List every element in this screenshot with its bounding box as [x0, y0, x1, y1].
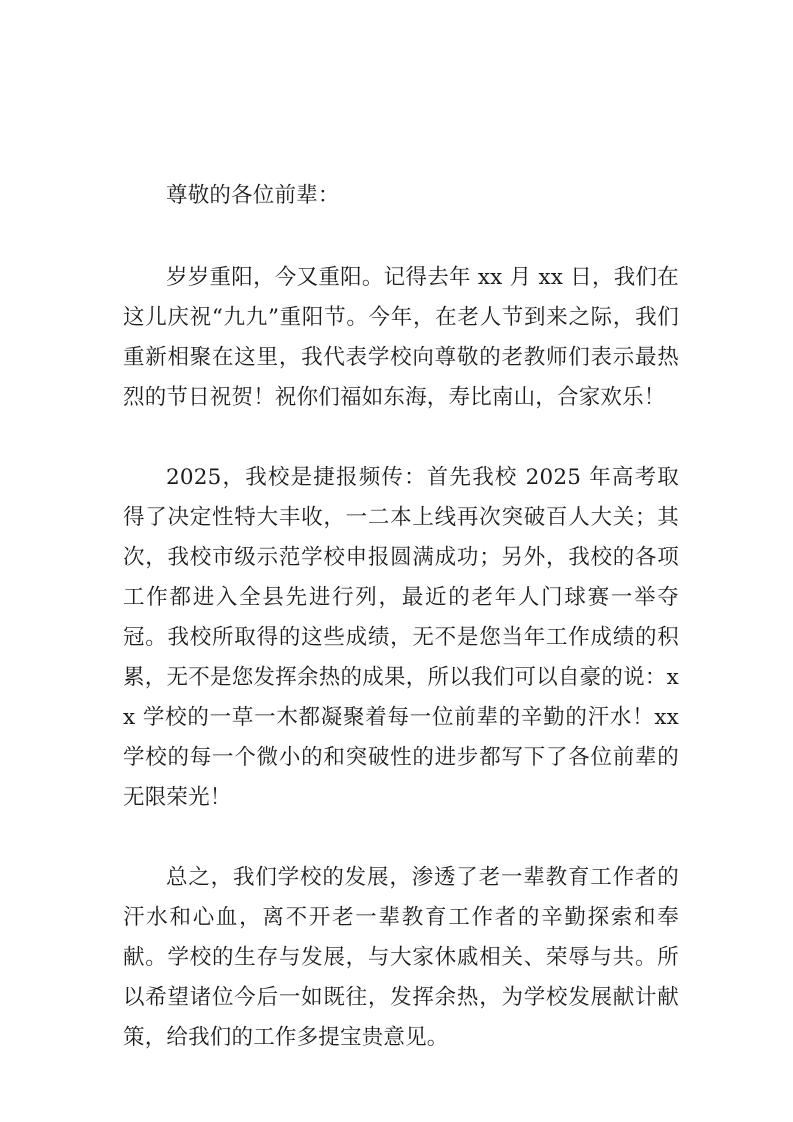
paragraph-conclusion: 总之，我们学校的发展，渗透了老一辈教育工作者的汗水和心血，离不开老一辈教育工作者的辛勤探索和奉献。学校的生存与发展，与大家休戚相关、荣辱与共。所以希望诸位今后一如既往，发挥余热，为学校发展献计献策，给我们的工作多提宝贵意见。: [123, 865, 679, 1050]
paragraph-achievements: 2025，我校是捷报频传：首先我校 2025 年高考取得了决定性特大丰收，一二本上线再次突破百人大关；其次，我校市级示范学校申报圆满成功；另外，我校的各项工作都进入全县先进行列，最近的老年人门球赛一举夺冠。我校所取得的这些成绩，无不是您当年工作成绩的积累，无不是您发挥余热的成果，所以我们可以自豪的说：xx 学校的一草一木都凝聚着每一位前辈的辛勤的汗水！xx 学校的每一个微小的和突破性的进步都写下了各位前辈的无限荣光！: [123, 465, 679, 810]
document-body: [123, 176, 679, 1058]
paragraph-salutation: 尊敬的各位前辈：: [166, 183, 340, 208]
paragraph-greeting: 岁岁重阳，今又重阳。记得去年 xx 月 xx 日，我们在这儿庆祝“九九”重阳节。今年，在老人节到来之际，我们重新相聚在这里，我代表学校向尊敬的老教师们表示最热烈的节日祝贺！祝你们福如东海，寿比南山，合家欢乐！: [123, 265, 679, 410]
